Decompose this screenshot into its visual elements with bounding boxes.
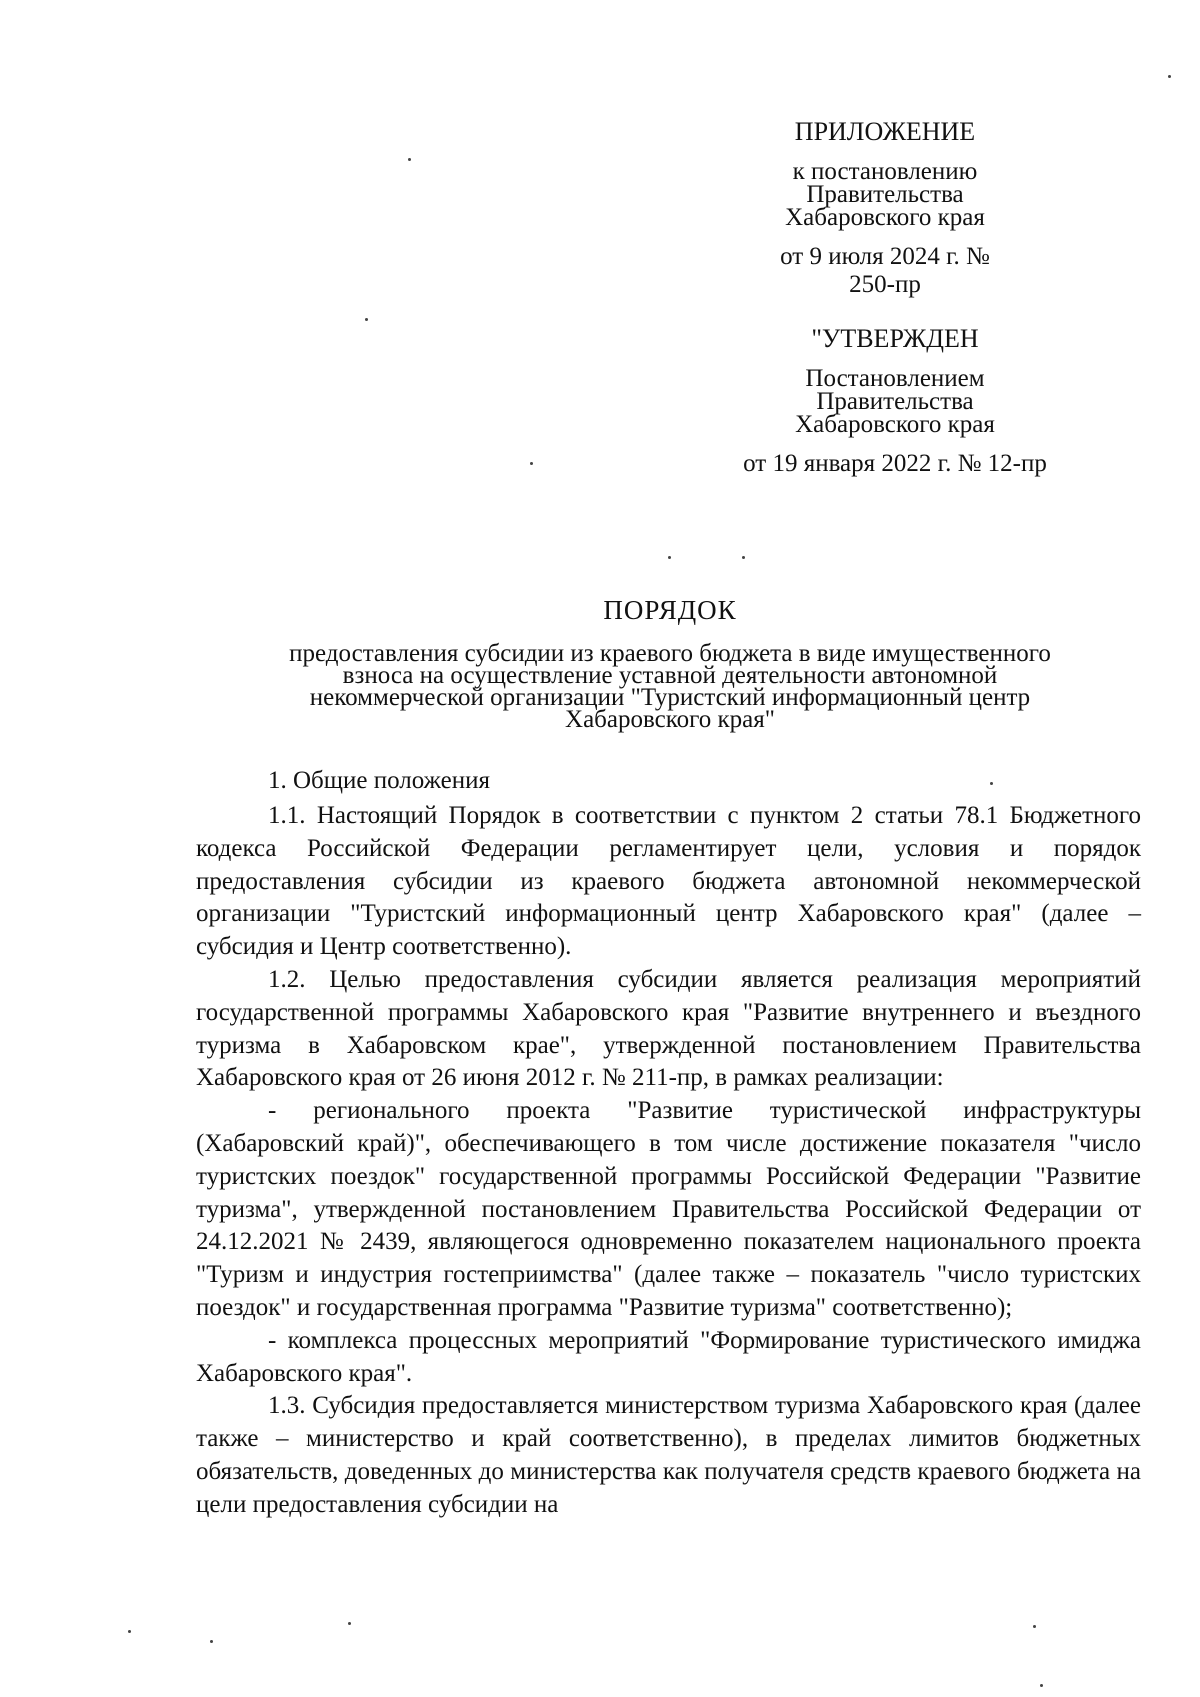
appendix-line: к постановлению [792,158,978,185]
scan-speck [408,158,411,161]
document-title: ПОРЯДОК [603,595,737,625]
subtitle-line: взноса на осуществление уставной деятельности автономной [342,662,998,689]
paragraph-1-1: 1.1. Настоящий Порядок в соответствии с пунктом 2 статьи 78.1 Бюджетного кодекса Российской Федерации регламентирует цели, условия и порядок предоставления субсидии из краевого бюджета автономной некоммерческой организации "Туристский информационный центр Хабаровского края" (далее – субсидия и Центр соответственно). [196,802,1141,961]
list-item-process-measures: - комплекса процессных мероприятий "Формирование туристического имиджа Хабаровского края". [196,1326,1141,1387]
document-body [196,800,1141,1522]
paragraph-1-2: 1.2. Целью предоставления субсидии является реализация мероприятий государственной программы Хабаровского края "Развитие внутреннего и въездного туризма в Хабаровском крае", утвержденной постановлением Правительства Хабаровского края от 26 июня 2012 г. № 211-пр, в рамках реализации: [196,965,1141,1092]
appendix-title: ПРИЛОЖЕНИЕ [794,117,976,146]
scan-speck [1040,1684,1043,1687]
approved-line: Хабаровского края [795,411,995,438]
appendix-block [755,118,1015,299]
scan-speck [668,556,671,559]
section-heading: 1. Общие положения [268,767,490,794]
approved-block [725,325,1065,478]
approved-line: Постановлением [805,365,985,392]
approved-date: от 19 января 2022 г. № 12-пр [743,450,1047,477]
appendix-date: от 9 июля 2024 г. № 250-пр [780,243,990,298]
document-title-block [190,595,1150,731]
scan-speck [530,462,533,465]
scan-speck [365,318,368,321]
subtitle-line: предоставления субсидии из краевого бюджета в виде имущественного [289,640,1051,667]
approved-title: "УТВЕРЖДЕН [811,324,979,353]
appendix-line: Правительства [806,181,964,208]
scan-speck [210,1640,213,1643]
document-subtitle [190,640,1150,733]
subtitle-line: некоммерческой организации "Туристский информационный центр [309,684,1031,711]
paragraph-1-3: 1.3. Субсидия предоставляется министерством туризма Хабаровского края (далее также – министерство и край соответственно), в пределах лимитов бюджетных обязательств, доведенных до министерства как получателя средств краевого бюджета на цели предоставления субсидии на [196,1392,1141,1518]
appendix-line: Хабаровского края [785,204,985,231]
scan-speck [348,1622,351,1625]
scan-speck [742,556,745,559]
scan-speck [128,1630,131,1633]
scan-speck [1168,75,1171,78]
approved-line: Правительства [816,388,974,415]
subtitle-line: Хабаровского края" [565,706,775,733]
scan-speck [990,782,993,785]
list-item-regional-project: - регионального проекта "Развитие туристической инфраструктуры (Хабаровский край)", обеспечивающего в том числе достижение показателя "число туристских поездок" государственной программы Российской Федерации "Развитие туризма", утвержденной постановлением Правительства Российской Федерации от 24.12.2021 № 2439, являющегося одновременно показателем национального проекта "Туризм и индустрия гостеприимства" (далее также – показатель "число туристских поездок" и государственная программа "Развитие туризма" соответственно); [196,1097,1141,1321]
scan-speck [1033,1625,1036,1628]
